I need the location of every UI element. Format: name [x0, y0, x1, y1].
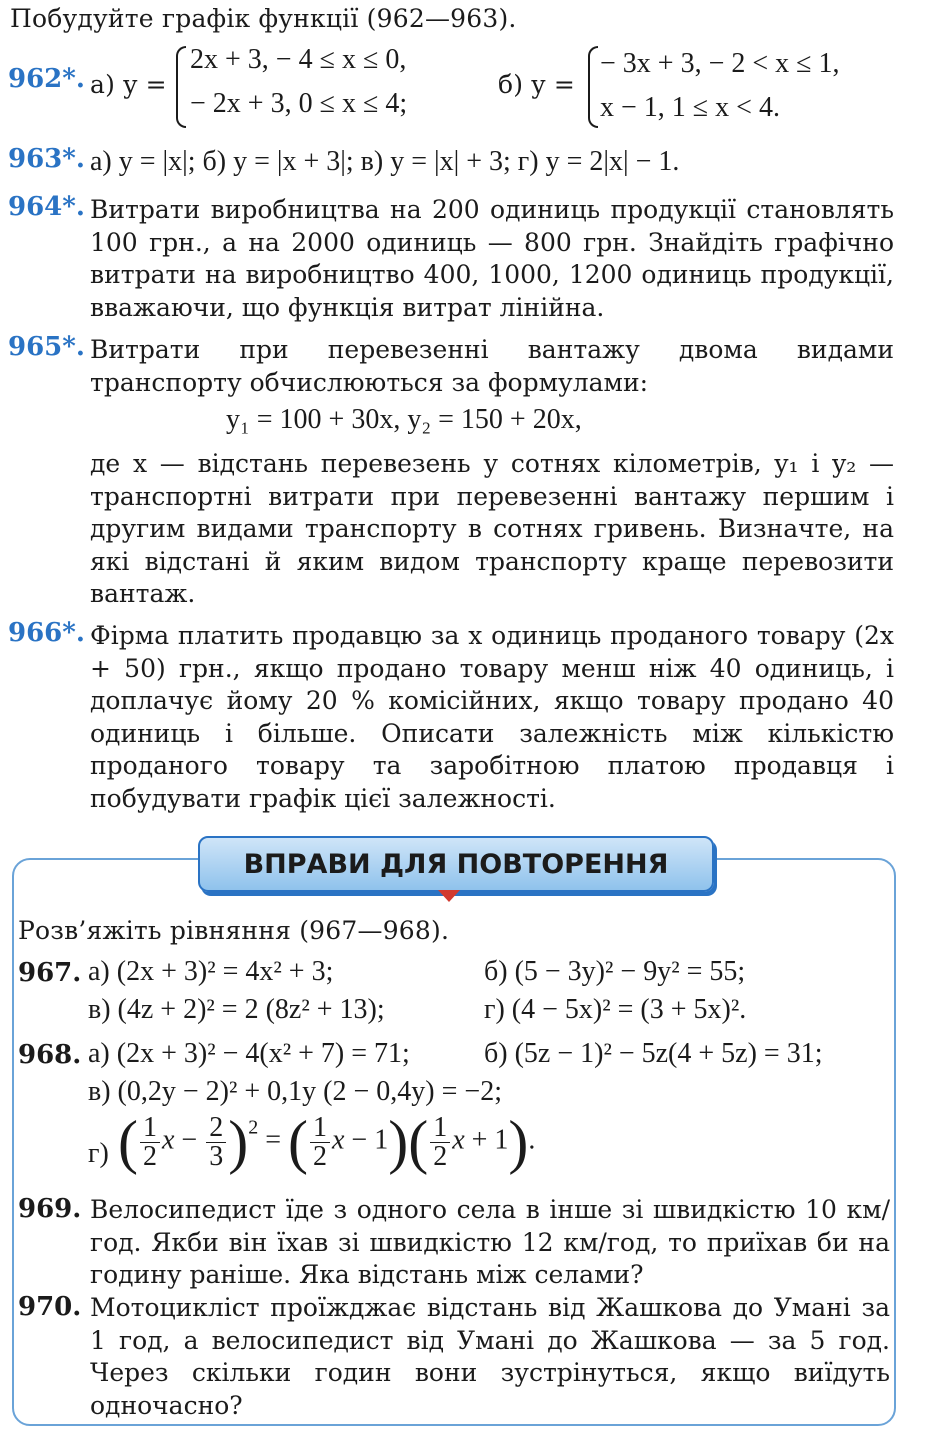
brace-icon — [176, 46, 186, 128]
problem-967-b: б) (5 − 3y)² − 9y² = 55; — [484, 956, 746, 987]
problem-962-a-line1: 2x + 3, − 4 ≤ x ≤ 0, — [190, 44, 407, 75]
section-header: Побудуйте графік функції (962—963). — [10, 4, 517, 33]
problem-967-v: в) (4z + 2)² = 2 (8z² + 13); — [88, 994, 385, 1025]
review-subheader: Розв’яжіть рівняння (967—968). — [18, 916, 450, 945]
red-triangle-marker-icon — [438, 890, 460, 902]
problem-968-a: а) (2x + 3)² − 4(x² + 7) = 71; — [88, 1038, 410, 1069]
problem-967-a: а) (2x + 3)² = 4x² + 3; — [88, 956, 334, 987]
problem-967-g: г) (4 − 5x)² = (3 + 5x)². — [484, 994, 747, 1025]
problem-968-g-label: г) — [88, 1138, 109, 1169]
problem-968-v: в) (0,2y − 2)² + 0,1y (2 − 0,4y) = −2; — [88, 1076, 502, 1107]
problem-968-b: б) (5z − 1)² − 5z(4 + 5z) = 31; — [484, 1038, 823, 1069]
problem-965-text2: де x — відстань перевезень у сотнях кілометрів, y₁ і y₂ — транспортні витрати при перевезенні вантажу першим і другим видами транспорту в сотнях гривень. Визначте, на які відстані й яким видом транспорту краще перевозити вантаж. — [90, 449, 894, 608]
problem-968-number: 968. — [18, 1040, 82, 1070]
problem-966-number: 966*. — [8, 618, 85, 648]
problem-962-b-label: б) y = — [498, 70, 575, 99]
problem-966-text: Фірма платить продавцю за x одиниць проданого товару (2x + 50) грн., якщо продано товару менш ніж 40 одиниць, і доплачує йому 20 % комісійних, якщо товару продано 40 одиниць і більше. Описати залежність між кількістю проданого товару та заробітною платою продавця і побудувати графік цієї залежності. — [90, 621, 894, 813]
problem-964-text: Витрати виробництва на 200 одиниць продукції становлять 100 грн., а на 2000 одиниць — 800 грн. Знайдіть графічно витрати на виробництво 400, 1000, 1200 одиниць продукції, вважаючи, що функція витрат лінійна. — [90, 195, 894, 322]
problem-964-number: 964*. — [8, 192, 85, 222]
problem-963-number: 963*. — [8, 144, 85, 174]
problem-962-b-line1: − 3x + 3, − 2 < x ≤ 1, — [600, 48, 840, 79]
problem-965-text1: Витрати при перевезенні вантажу двома видами транспорту обчислюються за формулами: — [90, 335, 894, 397]
problem-970-text: Мотоцикліст проїжджає відстань від Жашкова до Умані за 1 год, а велосипедист від Умані до Жашкова — за 5 год. Через скільки годин вони зустрінуться, якщо виїдуть одночасно? — [90, 1293, 890, 1420]
brace-icon — [588, 46, 598, 128]
problem-969-text: Велосипедист їде з одного села в інше зі швидкістю 10 км/год. Якби він їхав зі швидкістю 12 км/год, то приїхав би на годину раніше. Яка відстань між селами? — [90, 1195, 890, 1289]
problem-963-text: а) y = |x|; б) y = |x + 3|; в) y = |x| + 3; г) y = 2|x| − 1. — [90, 146, 680, 177]
problem-962-a-label: а) y = — [90, 70, 167, 99]
problem-968-g-equation: ( $\frac{1}{2}$ x − $\frac{2}{3}$ )$^2$ = ( $\frac{1}{2}$ x − 1)( $\frac{1}{2}$ x + 1). — [118, 1109, 536, 1175]
problem-962-b-line2: x − 1, 1 ≤ x < 4. — [600, 92, 780, 123]
review-section-banner: ВПРАВИ ДЛЯ ПОВТОРЕННЯ — [198, 836, 714, 892]
problem-962-a-line2: − 2x + 3, 0 ≤ x ≤ 4; — [190, 88, 408, 119]
problem-965-formula: y₁ = 100 + 30x, y₂ = 150 + 20x, — [226, 404, 582, 435]
problem-970-number: 970. — [18, 1292, 82, 1322]
problem-965-number: 965*. — [8, 332, 85, 362]
problem-962-number: 962*. — [8, 64, 85, 94]
problem-967-number: 967. — [18, 958, 82, 988]
problem-969-number: 969. — [18, 1194, 82, 1224]
